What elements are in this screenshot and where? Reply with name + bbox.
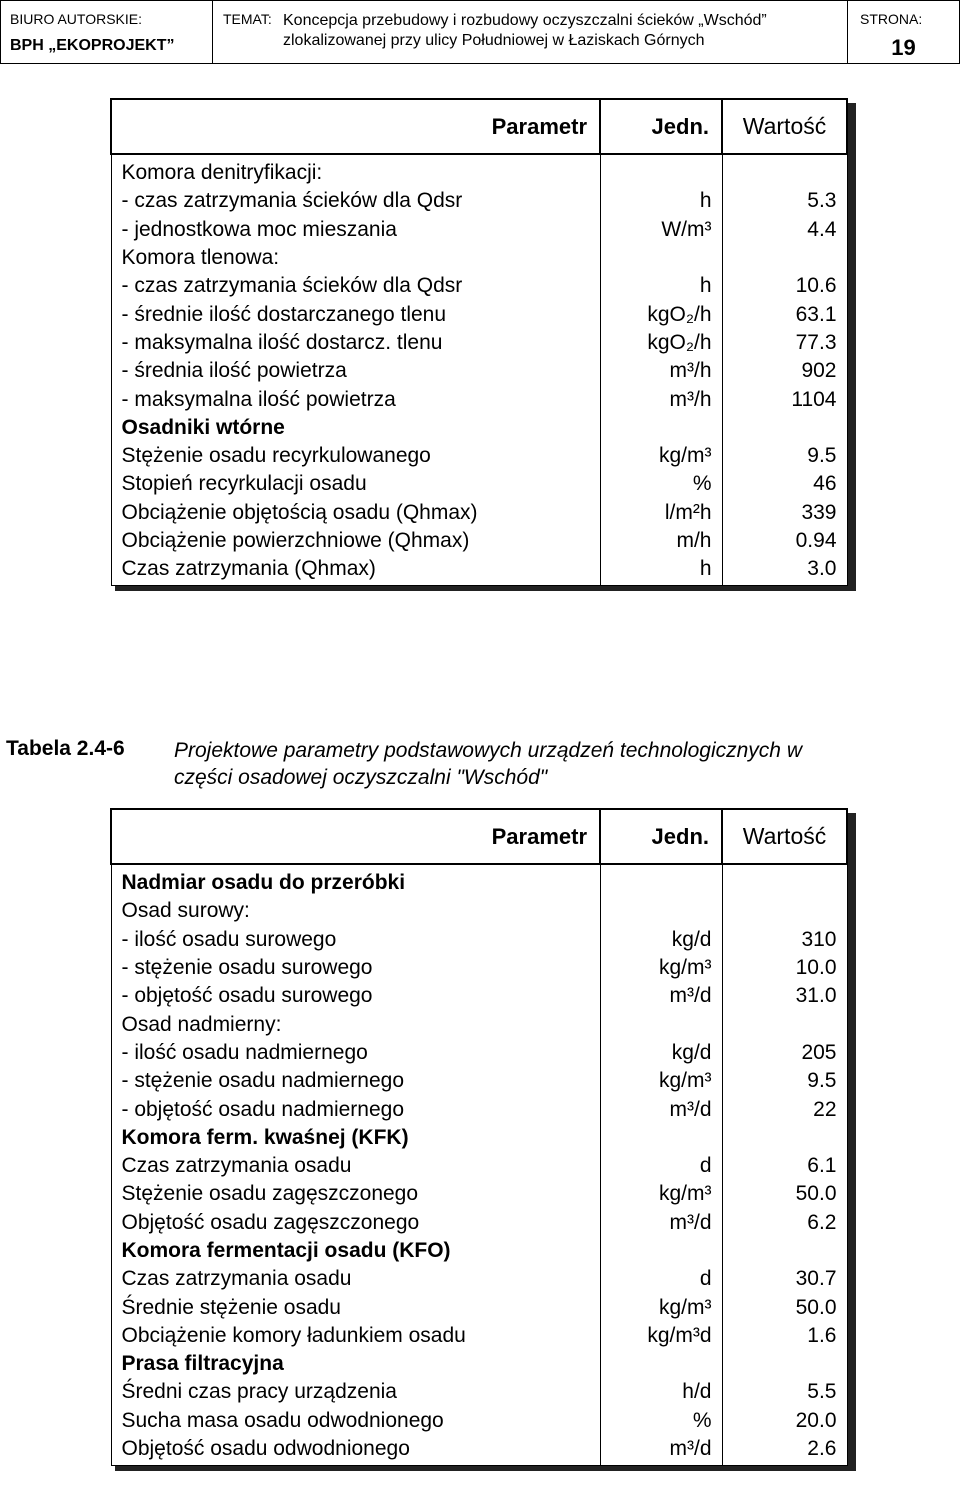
row-param: - średnia ilość powietrza — [111, 357, 600, 385]
row-value — [722, 897, 847, 925]
table-row — [111, 300, 847, 328]
table-row — [111, 1237, 847, 1265]
row-param: - czas zatrzymania ścieków dla Qdsr — [111, 187, 600, 215]
table-row — [111, 1435, 847, 1466]
page-number: 19 — [891, 35, 916, 60]
row-param: Objętość osadu odwodnionego — [111, 1435, 600, 1466]
table-row — [111, 1180, 847, 1208]
row-param: - czas zatrzymania ścieków dla Qdsr — [111, 272, 600, 300]
row-param: - maksymalna ilość powietrza — [111, 385, 600, 413]
table-row — [111, 272, 847, 300]
header-unit: Jedn. — [600, 99, 722, 154]
row-param: Obciążenie komory ładunkiem osadu — [111, 1322, 600, 1350]
row-value: 2.6 — [722, 1435, 847, 1466]
row-param: Średni czas pracy urządzenia — [111, 1378, 600, 1406]
table-2-wrapper — [110, 808, 851, 1466]
row-unit: h — [600, 272, 722, 300]
row-unit: m³/h — [600, 385, 722, 413]
table-row — [111, 555, 847, 586]
row-param: Średnie stężenie osadu — [111, 1293, 600, 1321]
table-row — [111, 1293, 847, 1321]
row-value: 50.0 — [722, 1180, 847, 1208]
row-unit: kgO₂/h — [600, 300, 722, 328]
row-param: Komora denitryfikacji: — [111, 154, 600, 187]
topic-cell — [213, 1, 848, 63]
row-value: 6.1 — [722, 1152, 847, 1180]
row-value: 22 — [722, 1095, 847, 1123]
parameters-table-1 — [110, 98, 848, 586]
table-2-body — [111, 864, 847, 1466]
table-row — [111, 470, 847, 498]
row-param: Czas zatrzymania osadu — [111, 1152, 600, 1180]
row-param: - maksymalna ilość dostarcz. tlenu — [111, 329, 600, 357]
table-row — [111, 527, 847, 555]
table-row — [111, 982, 847, 1010]
row-unit — [600, 414, 722, 442]
row-value: 205 — [722, 1039, 847, 1067]
row-value: 9.5 — [722, 1067, 847, 1095]
page-header — [0, 0, 960, 64]
row-unit — [600, 244, 722, 272]
row-unit: m/h — [600, 527, 722, 555]
row-unit: kg/d — [600, 926, 722, 954]
row-value: 10.6 — [722, 272, 847, 300]
table-row — [111, 385, 847, 413]
table-row — [111, 1209, 847, 1237]
table-row — [111, 926, 847, 954]
row-param: - stężenie osadu nadmiernego — [111, 1067, 600, 1095]
row-value: 902 — [722, 357, 847, 385]
row-unit: m³/d — [600, 1435, 722, 1466]
row-value — [722, 1350, 847, 1378]
row-value: 4.4 — [722, 216, 847, 244]
table-row — [111, 154, 847, 187]
row-unit — [600, 897, 722, 925]
row-unit — [600, 864, 722, 897]
row-value: 5.5 — [722, 1378, 847, 1406]
row-unit: kg/m³ — [600, 442, 722, 470]
row-param: - ilość osadu nadmiernego — [111, 1039, 600, 1067]
parameters-table-2 — [110, 808, 848, 1466]
row-param: Obciążenie powierzchniowe (Qhmax) — [111, 527, 600, 555]
header-param: Parametr — [111, 99, 600, 154]
row-param: - objętość osadu surowego — [111, 982, 600, 1010]
topic-label: TEMAT: — [223, 11, 272, 27]
row-value — [722, 244, 847, 272]
row-value — [722, 1124, 847, 1152]
row-value: 30.7 — [722, 1265, 847, 1293]
row-value: 3.0 — [722, 555, 847, 586]
row-param: - objętość osadu nadmiernego — [111, 1095, 600, 1123]
caption-number: Tabela 2.4-6 — [6, 737, 125, 760]
topic-line-2: zlokalizowanej przy ulicy Południowej w Łaziskach Górnych — [283, 32, 705, 49]
row-value: 0.94 — [722, 527, 847, 555]
topic-line-1: Koncepcja przebudowy i rozbudowy oczyszczalni ścieków „Wschód” — [283, 12, 767, 29]
row-value: 9.5 — [722, 442, 847, 470]
row-param: Komora fermentacji osadu (KFO) — [111, 1237, 600, 1265]
row-param: Stężenie osadu recyrkulowanego — [111, 442, 600, 470]
row-value: 339 — [722, 499, 847, 527]
table-row — [111, 864, 847, 897]
table-row — [111, 1124, 847, 1152]
table-row — [111, 442, 847, 470]
table-row — [111, 357, 847, 385]
row-value: 6.2 — [722, 1209, 847, 1237]
table-row — [111, 1265, 847, 1293]
row-value — [722, 154, 847, 187]
table-row — [111, 1378, 847, 1406]
table-row — [111, 897, 847, 925]
page-cell — [848, 1, 959, 63]
row-value — [722, 1237, 847, 1265]
row-value — [722, 414, 847, 442]
table-row — [111, 499, 847, 527]
row-value: 50.0 — [722, 1293, 847, 1321]
row-value: 46 — [722, 470, 847, 498]
header-value: Wartość — [722, 99, 847, 154]
row-unit: % — [600, 470, 722, 498]
row-unit: d — [600, 1265, 722, 1293]
row-unit: d — [600, 1152, 722, 1180]
row-param: Osad surowy: — [111, 897, 600, 925]
row-param: - jednostkowa moc mieszania — [111, 216, 600, 244]
row-param: Obciążenie objętością osadu (Qhmax) — [111, 499, 600, 527]
table-row — [111, 414, 847, 442]
table-header-row — [111, 99, 847, 154]
row-param: Komora ferm. kwaśnej (KFK) — [111, 1124, 600, 1152]
row-param: Stopień recyrkulacji osadu — [111, 470, 600, 498]
row-unit: kgO₂/h — [600, 329, 722, 357]
row-value: 63.1 — [722, 300, 847, 328]
row-unit: h — [600, 555, 722, 586]
row-unit: h — [600, 187, 722, 215]
topic-text — [283, 11, 767, 51]
table-1-wrapper — [110, 98, 851, 586]
row-unit — [600, 1124, 722, 1152]
table-header-row — [111, 809, 847, 864]
row-param: - średnie ilość dostarczanego tlenu — [111, 300, 600, 328]
table-row — [111, 329, 847, 357]
table-row — [111, 216, 847, 244]
row-unit — [600, 1350, 722, 1378]
table-1-body — [111, 154, 847, 586]
table-row — [111, 1407, 847, 1435]
table-row — [111, 1039, 847, 1067]
row-param: Czas zatrzymania (Qhmax) — [111, 555, 600, 586]
row-value: 77.3 — [722, 329, 847, 357]
row-unit: h/d — [600, 1378, 722, 1406]
row-param: Nadmiar osadu do przeróbki — [111, 864, 600, 897]
table-row — [111, 187, 847, 215]
row-unit: m³/h — [600, 357, 722, 385]
row-param: - stężenie osadu surowego — [111, 954, 600, 982]
table-row — [111, 1067, 847, 1095]
row-param: Czas zatrzymania osadu — [111, 1265, 600, 1293]
table-row — [111, 1010, 847, 1038]
row-param: Sucha masa osadu odwodnionego — [111, 1407, 600, 1435]
row-value: 310 — [722, 926, 847, 954]
row-value — [722, 1010, 847, 1038]
author-cell — [1, 1, 213, 63]
row-param: Stężenie osadu zagęszczonego — [111, 1180, 600, 1208]
row-unit: kg/m³ — [600, 1067, 722, 1095]
row-unit: kg/m³ — [600, 954, 722, 982]
table-row — [111, 1152, 847, 1180]
row-value: 1104 — [722, 385, 847, 413]
row-param: Osadniki wtórne — [111, 414, 600, 442]
author-label: BIURO AUTORSKIE: — [10, 11, 142, 27]
row-param: Objętość osadu zagęszczonego — [111, 1209, 600, 1237]
header-unit: Jedn. — [600, 809, 722, 864]
row-value: 20.0 — [722, 1407, 847, 1435]
row-param: - ilość osadu surowego — [111, 926, 600, 954]
row-unit: % — [600, 1407, 722, 1435]
row-param: Osad nadmierny: — [111, 1010, 600, 1038]
table-row — [111, 1322, 847, 1350]
row-value: 5.3 — [722, 187, 847, 215]
row-unit: m³/d — [600, 982, 722, 1010]
row-value: 31.0 — [722, 982, 847, 1010]
table-row — [111, 954, 847, 982]
table-row — [111, 1095, 847, 1123]
page-label: STRONA: — [860, 11, 923, 27]
row-unit: m³/d — [600, 1095, 722, 1123]
row-unit: kg/d — [600, 1039, 722, 1067]
row-param: Prasa filtracyjna — [111, 1350, 600, 1378]
table-row — [111, 244, 847, 272]
row-unit — [600, 154, 722, 187]
row-unit: kg/m³ — [600, 1180, 722, 1208]
row-value — [722, 864, 847, 897]
author-value: BPH „EKOPROJEKT” — [10, 37, 175, 54]
header-param: Parametr — [111, 809, 600, 864]
row-unit — [600, 1010, 722, 1038]
row-unit: m³/d — [600, 1209, 722, 1237]
row-unit — [600, 1237, 722, 1265]
row-value: 1.6 — [722, 1322, 847, 1350]
header-value: Wartość — [722, 809, 847, 864]
row-value: 10.0 — [722, 954, 847, 982]
row-unit: W/m³ — [600, 216, 722, 244]
table-row — [111, 1350, 847, 1378]
row-unit: l/m²h — [600, 499, 722, 527]
row-unit: kg/m³d — [600, 1322, 722, 1350]
caption-text: Projektowe parametry podstawowych urządzeń technologicznych w części osadowej oczyszczalni "Wschód" — [174, 739, 802, 789]
row-unit: kg/m³ — [600, 1293, 722, 1321]
row-param: Komora tlenowa: — [111, 244, 600, 272]
